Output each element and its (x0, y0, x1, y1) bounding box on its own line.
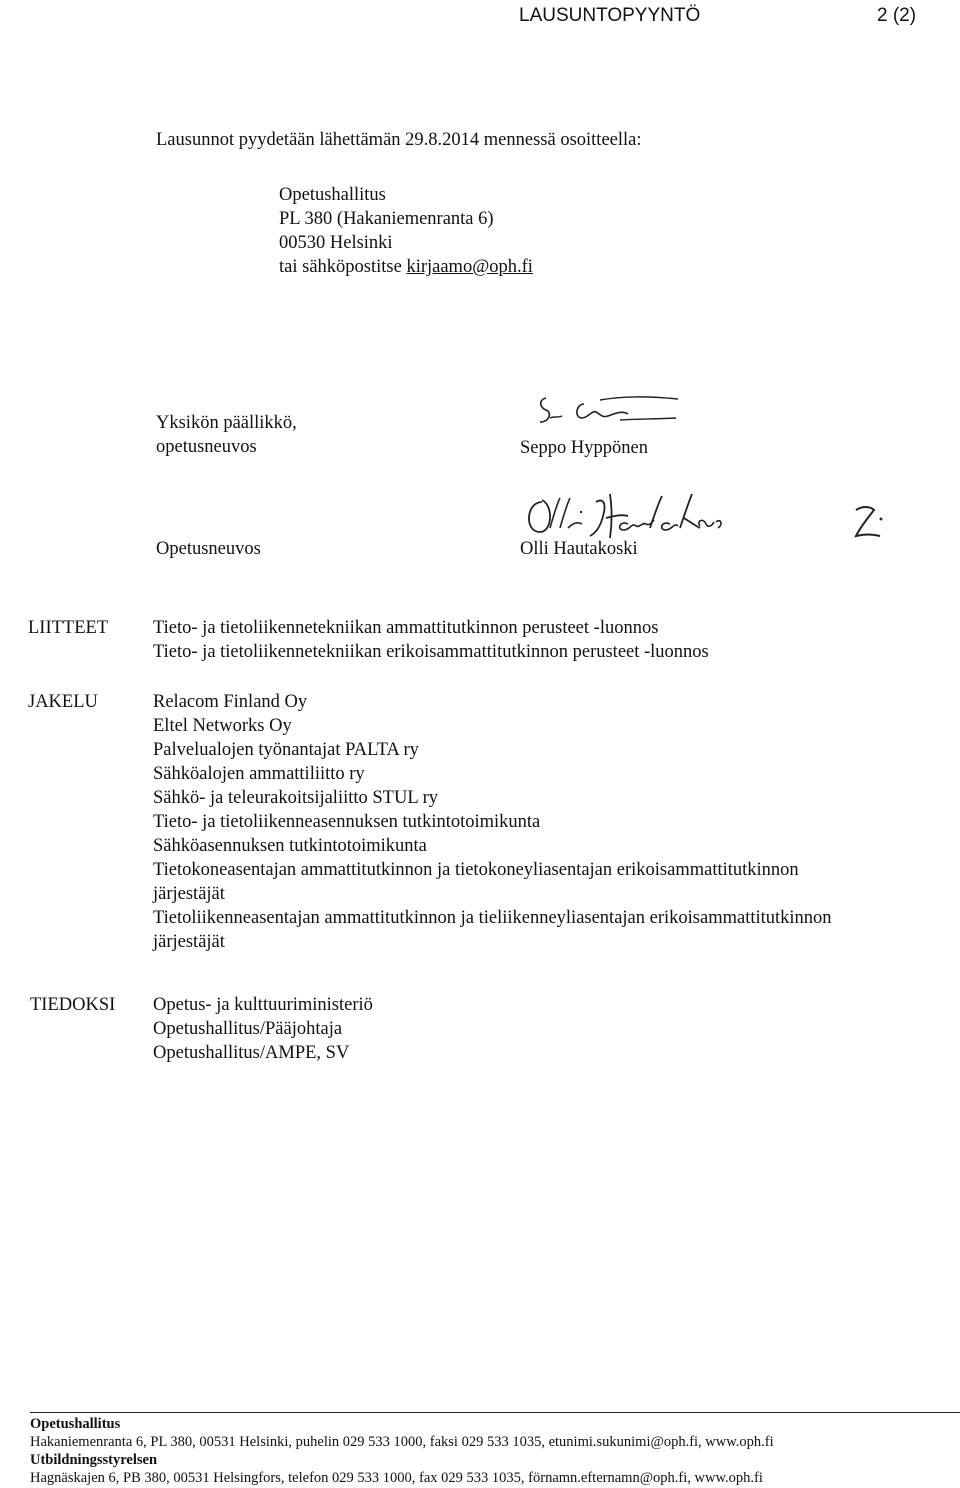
info-list (153, 993, 373, 1065)
footer-divider (30, 1412, 960, 1413)
list-item: Tietoliikenneasentajan ammattitutkinnon ja tieliikenneyliasentajan erikoisammattitutkinnon (153, 908, 832, 928)
signer-name-1: Seppo Hyppönen (520, 438, 648, 458)
address-line: PL 380 (Hakaniemenranta 6) (279, 209, 494, 229)
info-label: TIEDOKSI (30, 995, 116, 1015)
list-item: Tieto- ja tietoliikennetekniikan ammattitutkinnon perusteet -luonnos (153, 618, 659, 638)
address-block (279, 183, 533, 279)
page-number: 2 (2) (877, 5, 917, 26)
handwritten-initial (850, 500, 890, 544)
list-item: Sähköalojen ammattiliitto ry (153, 764, 365, 784)
list-item: Tietokoneasentajan ammattitutkinnon ja tietokoneyliasentajan erikoisammattitutkinnon (153, 860, 799, 880)
signer-role-line: opetusneuvos (156, 437, 257, 457)
list-item: Palvelualojen työnantajat PALTA ry (153, 740, 419, 760)
document-type-title: LAUSUNTOPYYNTÖ (519, 5, 701, 26)
signer-role-line: Yksikön päällikkö, (156, 413, 297, 433)
footer-address-sv: Hagnäskajen 6, PB 380, 00531 Helsingfors, telefon 029 533 1000, fax 029 533 1035, förnamn.efternamn@oph.fi, www.oph.fi (30, 1470, 763, 1486)
signer-name-2: Olli Hautakoski (520, 539, 638, 559)
list-item: Sähköasennuksen tutkintotoimikunta (153, 836, 427, 856)
list-item: järjestäjät (153, 884, 225, 904)
footer-org-sv: Utbildningsstyrelsen (30, 1452, 158, 1468)
request-intro: Lausunnot pyydetään lähettämän 29.8.2014 mennessä osoitteella: (156, 130, 642, 150)
list-item: järjestäjät (153, 932, 225, 952)
list-item: Opetushallitus/Pääjohtaja (153, 1019, 343, 1039)
handwritten-signature-1 (532, 392, 682, 432)
list-item: Sähkö- ja teleurakoitsijaliitto STUL ry (153, 788, 438, 808)
attachments-label: LIITTEET (28, 618, 109, 638)
attachments-list (153, 616, 709, 664)
email-prefix: tai sähköpostitse (279, 257, 407, 277)
distribution-list (153, 690, 832, 954)
list-item: Opetus- ja kulttuuriministeriö (153, 995, 373, 1015)
list-item: Tieto- ja tietoliikenneasennuksen tutkintotoimikunta (153, 812, 541, 832)
distribution-label: JAKELU (28, 692, 98, 712)
footer-address-fi: Hakaniemenranta 6, PL 380, 00531 Helsinki, puhelin 029 533 1000, faksi 029 533 1035, etunimi.sukunimi@oph.fi, www.oph.fi (30, 1434, 774, 1450)
address-line: Opetushallitus (279, 185, 386, 205)
footer-org-fi: Opetushallitus (30, 1416, 121, 1432)
list-item: Tieto- ja tietoliikennetekniikan erikoisammattitutkinnon perusteet -luonnos (153, 642, 709, 662)
email-link[interactable]: kirjaamo@oph.fi (406, 257, 533, 277)
list-item: Eltel Networks Oy (153, 716, 292, 736)
list-item: Opetushallitus/AMPE, SV (153, 1043, 350, 1063)
signer-role-2: Opetusneuvos (156, 539, 261, 559)
signer-role-1 (156, 411, 297, 459)
address-line: 00530 Helsinki (279, 233, 393, 253)
list-item: Relacom Finland Oy (153, 692, 308, 712)
email-line (279, 255, 533, 279)
